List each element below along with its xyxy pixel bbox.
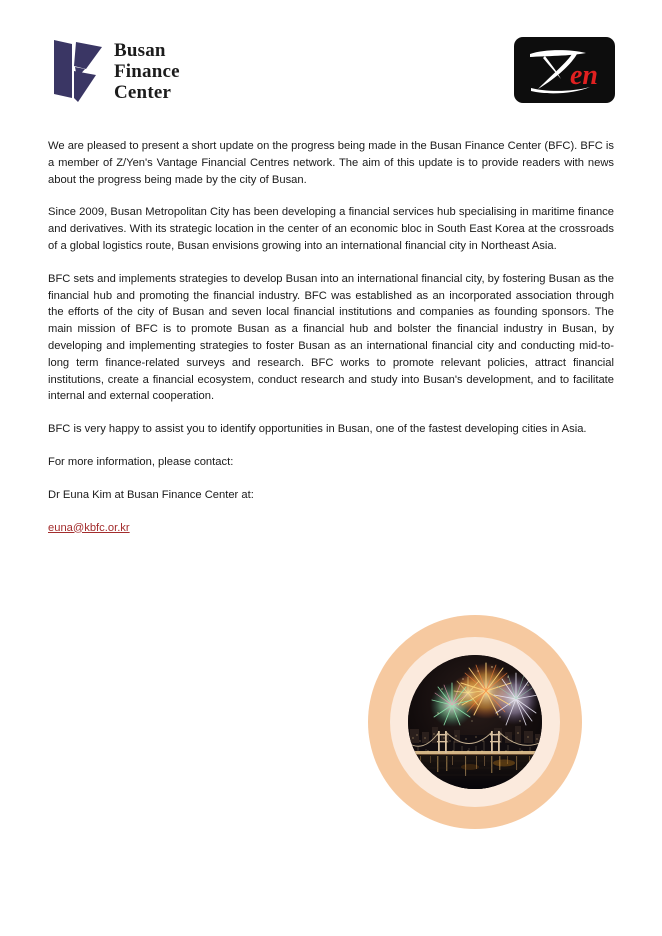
paragraph-history: Since 2009, Busan Metropolitan City has been developing a financial services hub specialising in maritime finance and derivatives. With its strategic location in the center of an economic bloc in South East Korea at the crossroads of a global logistics route, Busan envisions growing into an international financial city in Northeast Asia. (48, 206, 614, 252)
bfc-wordmark (114, 40, 180, 103)
busan-fireworks-circular-photo (408, 655, 542, 789)
zyen-en-text: en (570, 60, 598, 91)
bfc-wordmark-line-2: Finance (114, 60, 180, 82)
paragraph-closing: BFC is very happy to assist you to identify opportunities in Busan, one of the fastest developing cities in Asia. (48, 423, 587, 436)
contact-person-line: Dr Euna Kim at Busan Finance Center at: (48, 488, 254, 501)
bfc-lightning-mark-icon (52, 38, 104, 104)
bfc-logo (52, 38, 180, 104)
zyen-logo (514, 37, 615, 103)
contact-email-line (48, 520, 614, 537)
document-header (0, 0, 662, 130)
bfc-wordmark-line-3: Center (114, 81, 172, 103)
paragraph-mission: BFC sets and implements strategies to develop Busan into an international financial city, by fostering Busan as the financial hub and promoting the financial industry. BFC was established as an incorporated association through the efforts of the city of Busan and seven local financial institutions and companies as founding sponsors. The main mission of BFC is to promote Busan as a financial hub and bolster the financial industry in Busan, by developing and implementing strategies to foster Busan as an international financial city and conducting mid-to-long term finance-related surveys and research. BFC works to promote relevant policies, attract financial institutions, create a financial ecosystem, conduct research and study into Busan's development, and to facilitate internal and external cooperation. (48, 272, 614, 403)
paragraph-intro: We are pleased to present a short update on the progress being made in the Busan Finance Center (BFC). BFC is a member of Z/Yen's Vantage Financial Centres network. The aim of this update is to provide readers with news about the progress being made by the city of Busan. (48, 140, 614, 186)
bfc-wordmark-line-1: Busan (114, 39, 166, 61)
busan-fireworks-photo-frame (368, 615, 582, 829)
document-body (48, 138, 614, 536)
contact-intro-line: For more information, please contact: (48, 455, 234, 468)
contact-email-link[interactable]: euna@kbfc.or.kr (48, 521, 130, 534)
